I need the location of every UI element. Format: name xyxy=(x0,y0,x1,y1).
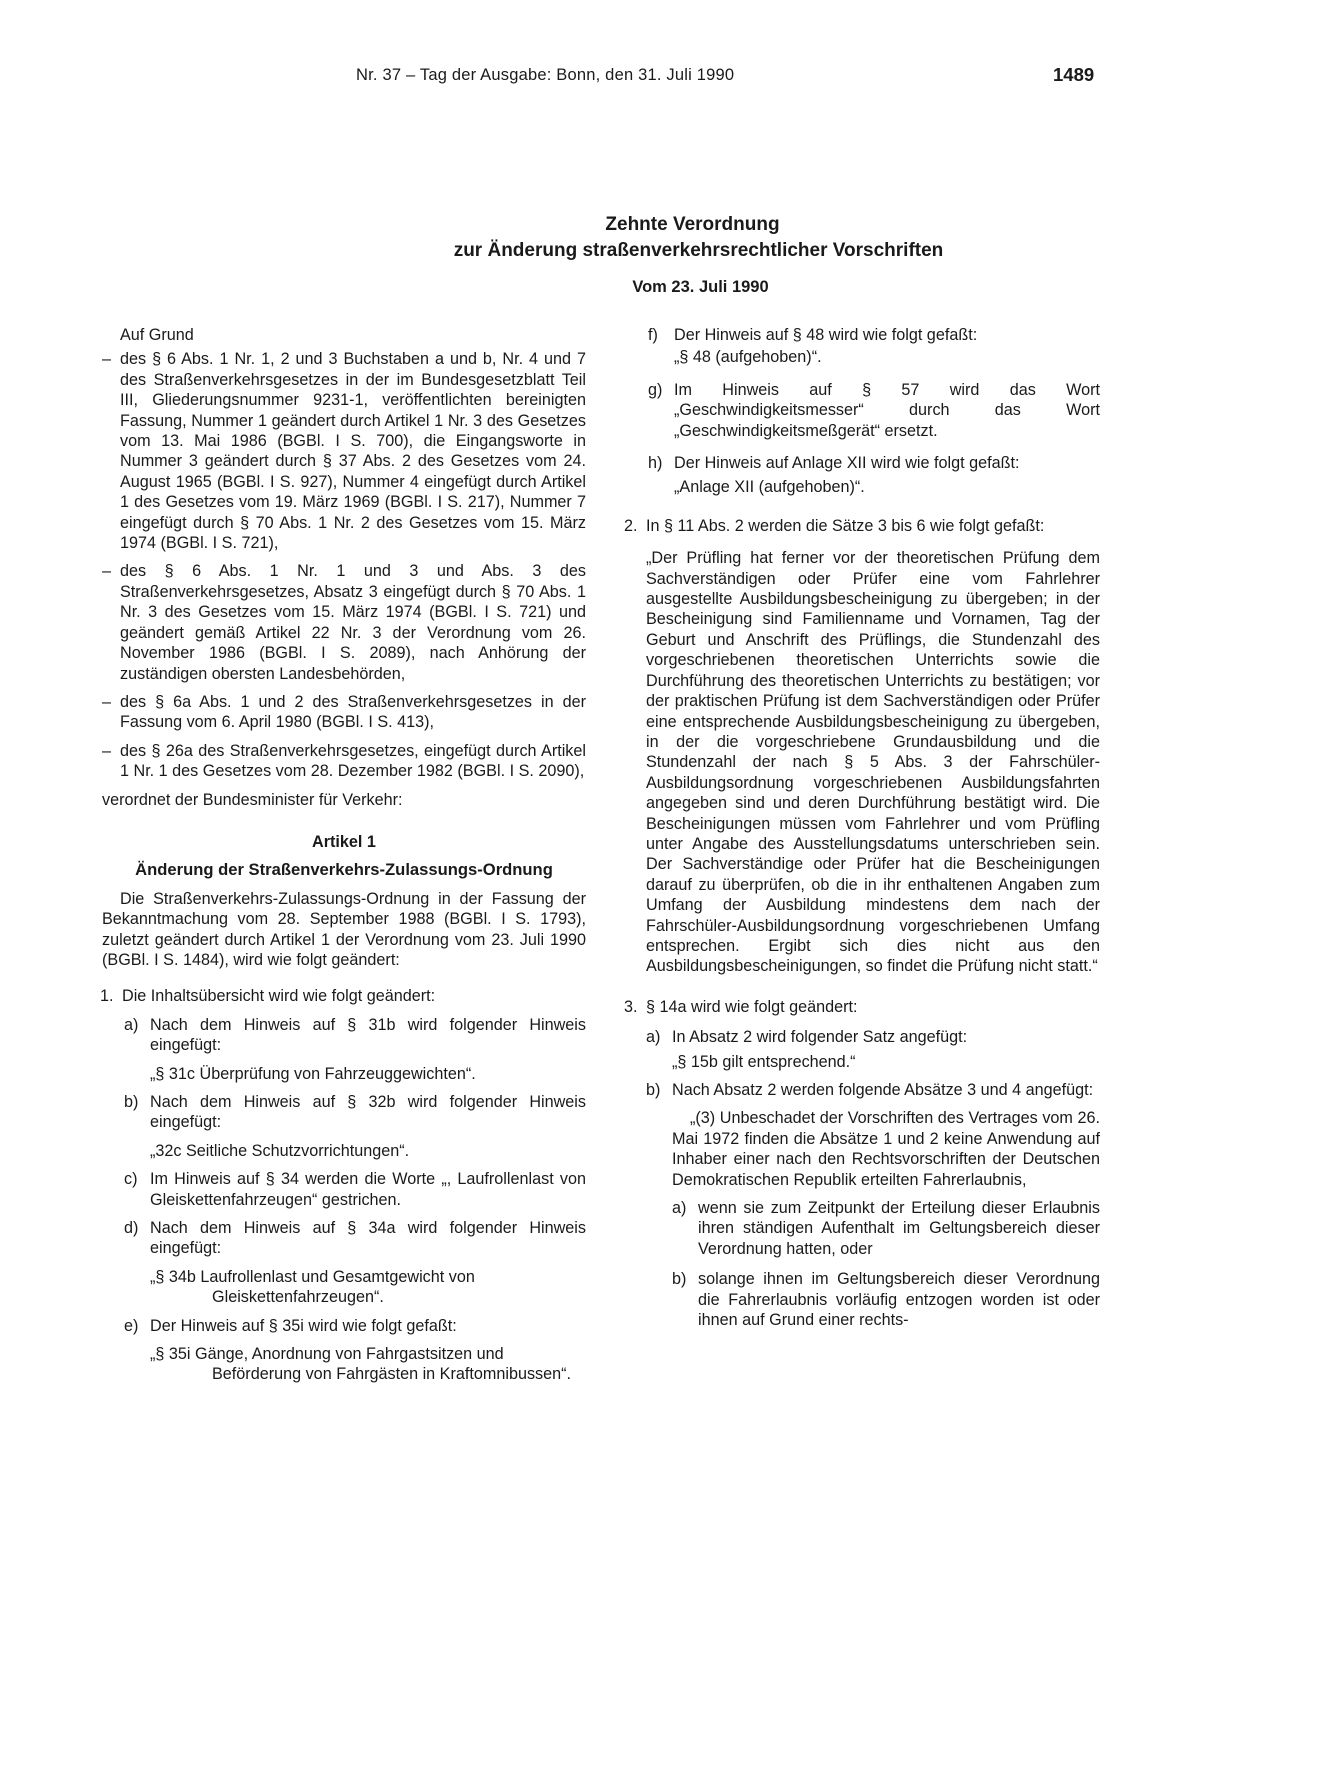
subitem-quote: „Anlage XII (aufgehoben)“. xyxy=(674,478,865,497)
subitem-marker: g) xyxy=(648,380,663,399)
item-text: Die Inhaltsübersicht wird wie folgt geändert: xyxy=(122,987,436,1006)
item-text: § 14a wird wie folgt geändert: xyxy=(646,997,858,1016)
subitem-quote xyxy=(150,1344,586,1385)
legal-basis-item xyxy=(102,692,586,733)
amendment-item-3 xyxy=(624,997,1100,1331)
subitem-marker: d) xyxy=(124,1219,139,1238)
item-quote: „Der Prüfling hat ferner vor der theoretischen Prüfung dem Sachverständigen oder Prüfer eine vom Fahrlehrer ausgestellte Ausbildungsbescheinigung zu übergeben; in der Bescheinigung sind Familienname und Vornamen, Tag der Geburt und Anschrift des Prüflings, die Stundenzahl des vorgeschriebenen theoretischen Unterrichts sowie die Durchführung des theoretischen Unterrichts zu bestätigen; vor der praktischen Prüfung ist dem Sachverständigen oder Prüfer eine entsprechende Ausbildungsbescheinigung zu übergeben, in der die vorgeschriebene Grundausbildung und die Stundenzahl der nach § 5 Abs. 3 der Fahrschüler-Ausbildungsordnung vorgeschriebenen Ausbildungsfahrten angegeben sind und deren Durchführung bestätigt wird. Die Bescheinigungen müssen vom Fahrlehrer und vom Prüfling unter Angabe des Ausstellungsdatums unterschrieben sein. Der Sachverständige oder Prüfer hat die Bescheinigungen darauf zu überprüfen, ob die in ihr enthaltenen Angaben zum Umfang der Ausbildung mindestens dem nach der Fahrschüler-Ausbildungsordnung vorgeschriebenen Umfang entsprechen. Ergibt sich dies nicht aus den Ausbildungsbescheinigungen, so findet die Prüfung nicht statt.“ xyxy=(646,549,1100,976)
subitem-quote xyxy=(150,1141,586,1161)
nested-marker: a) xyxy=(672,1199,687,1218)
amendment-item-2 xyxy=(624,516,1100,977)
subitem-marker: c) xyxy=(124,1170,138,1189)
legal-basis-text: des § 26a des Straßenverkehrsgesetzes, eingefügt durch Artikel 1 Nr. 1 des Gesetzes vom 28. Dezember 1982 (BGBl. I S. 2090), xyxy=(120,741,586,781)
subitem-marker: a) xyxy=(124,1015,139,1034)
subitem-text: Im Hinweis auf § 34 werden die Worte „, Laufrollenlast von Gleiskettenfahrzeugen“ gestrichen. xyxy=(150,1170,586,1209)
page-header xyxy=(0,66,1317,90)
subitem xyxy=(646,1027,1100,1072)
subitem xyxy=(648,380,1100,441)
quote-ref: „§ 34b xyxy=(150,1267,196,1286)
quote-ref: „§ 31c xyxy=(150,1064,195,1083)
amendment-subitems xyxy=(102,1015,586,1385)
nested-text: wenn sie zum Zeitpunkt der Erteilung dieser Erlaubnis ihren ständigen Aufenthalt im Geltungsbereich dieser Verordnung hatten, oder xyxy=(698,1199,1100,1258)
subitem-text: Nach dem Hinweis auf § 31b wird folgender Hinweis eingefügt: xyxy=(150,1015,586,1055)
dash-marker: – xyxy=(102,692,112,711)
subitem xyxy=(124,1218,586,1308)
subitem-marker: h) xyxy=(648,454,663,473)
subitem-text: Nach dem Hinweis auf § 32b wird folgender Hinweis eingefügt: xyxy=(150,1093,586,1132)
dash-marker: – xyxy=(102,741,112,760)
left-column xyxy=(102,325,586,1393)
subitem-quote xyxy=(150,1064,586,1084)
article-heading: Artikel 1 xyxy=(312,832,376,851)
item-text: In § 11 Abs. 2 werden die Sätze 3 bis 6 wie folgt gefaßt: xyxy=(646,516,1045,535)
dash-marker: – xyxy=(102,562,112,581)
document-subtitle: zur Änderung straßenverkehrsrechtlicher Vorschriften xyxy=(453,240,944,261)
subitem-quote: „§ 48 (aufgehoben)“. xyxy=(674,348,822,367)
item-number: 3. xyxy=(624,997,638,1016)
subitem-text: Nach dem Hinweis auf § 34a wird folgender Hinweis eingefügt: xyxy=(150,1219,586,1258)
document-date: Vom 23. Juli 1990 xyxy=(632,278,769,296)
amendment-subitems-continued xyxy=(624,325,1100,498)
intro-text: Auf Grund xyxy=(120,326,194,344)
subitem xyxy=(648,453,1100,498)
subitem xyxy=(124,1092,586,1161)
document-title: Zehnte Verordnung xyxy=(605,214,780,235)
nested-subitem xyxy=(672,1269,1100,1330)
amendment-item-1 xyxy=(100,986,586,1006)
subitem-text: Der Hinweis auf § 48 wird wie folgt gefaßt: xyxy=(674,326,978,344)
page-number: 1489 xyxy=(1053,64,1095,85)
subitem-quote: „§ 15b gilt entsprechend.“ xyxy=(672,1052,856,1071)
subitem-marker: e) xyxy=(124,1316,139,1335)
dash-marker: – xyxy=(102,350,112,369)
legal-basis-item xyxy=(102,741,586,782)
nested-text: solange ihnen im Geltungsbereich dieser Verordnung die Fahrerlaubnis vorläufig entzogen worden ist oder ihnen auf Grund einer rechts- xyxy=(698,1270,1100,1330)
subitem-marker: a) xyxy=(646,1028,661,1047)
subitem-text: Im Hinweis auf § 57 wird das Wort „Geschwindigkeitsmesser“ durch das Wort „Geschwindigkeitsmeßgerät“ ersetzt. xyxy=(674,380,1100,440)
subitem-text: Der Hinweis auf Anlage XII wird wie folgt gefaßt: xyxy=(674,454,1020,473)
subitem-marker: b) xyxy=(124,1093,139,1111)
article-subheading: Änderung der Straßenverkehrs-Zulassungs-Ordnung xyxy=(135,860,553,880)
subitem-quote: „(3) Unbeschadet der Vorschriften des Vertrages vom 26. Mai 1972 finden die Absätze 1 und 2 keine Anwendung auf Inhaber einer nach den Rechtsvorschriften der Deutschen Demokratischen Republik erteilten Fahrerlaubnis, xyxy=(672,1109,1100,1189)
legal-basis-text: des § 6 Abs. 1 Nr. 1 und 3 und Abs. 3 des Straßenverkehrsgesetzes, Absatz 3 eingefügt durch § 70 Abs. 1 Nr. 3 des Gesetzes vom 15. März 1974 (BGBl. I S. 721) und geändert gemäß Artikel 22 Nr. 3 der Verordnung vom 26. November 1986 (BGBl. I S. 2089), nach Anhörung der zuständigen obersten Landesbehörden, xyxy=(120,562,586,683)
subitem xyxy=(124,1169,586,1210)
quote-text: Überprüfung von Fahrzeuggewichten“. xyxy=(199,1064,476,1083)
item-number: 2. xyxy=(624,516,638,535)
item-number: 1. xyxy=(100,987,114,1006)
nested-marker: b) xyxy=(672,1270,687,1289)
subitem-text: Nach Absatz 2 werden folgende Absätze 3 und 4 angefügt: xyxy=(672,1081,1094,1099)
subitem xyxy=(124,1015,586,1084)
subitem xyxy=(646,1080,1100,1330)
quote-ref: „32c xyxy=(150,1141,182,1160)
legal-basis-text: des § 6a Abs. 1 und 2 des Straßenverkehrsgesetzes in der Fassung vom 6. April 1980 (BGBl. I S. 413), xyxy=(120,692,586,732)
legal-basis-item xyxy=(102,349,586,553)
quote-text: Seitliche Schutzvorrichtungen“. xyxy=(186,1141,410,1160)
quote-ref: „§ 35i xyxy=(150,1345,191,1364)
right-column xyxy=(624,325,1100,1338)
subitem-text: In Absatz 2 wird folgender Satz angefügt: xyxy=(672,1028,968,1047)
enacting-clause: verordnet der Bundesminister für Verkehr: xyxy=(102,790,403,809)
article-intro: Die Straßenverkehrs-Zulassungs-Ordnung in der Fassung der Bekanntmachung vom 28. September 1988 (BGBl. I S. 1793), zuletzt geändert durch Artikel 1 der Verordnung vom 23. Juli 1990 (BGBl. I S. 1484), wird wie folgt geändert: xyxy=(102,889,586,969)
legal-basis-item xyxy=(102,561,586,683)
subitem xyxy=(648,325,1100,368)
subitem-text: Der Hinweis auf § 35i wird wie folgt gefaßt: xyxy=(150,1316,457,1335)
subitem xyxy=(124,1316,586,1385)
subitem-marker: b) xyxy=(646,1081,661,1099)
nested-subitem xyxy=(672,1198,1100,1259)
quote-text: Gänge, Anordnung von Fahrgastsitzen und Beförderung von Fahrgästen in Kraftomnibussen“. xyxy=(195,1345,572,1384)
subitem-quote xyxy=(150,1267,586,1308)
legal-basis-text: des § 6 Abs. 1 Nr. 1, 2 und 3 Buchstaben a und b, Nr. 4 und 7 des Straßenverkehrsgesetzes in der im Bundesgesetzblatt Teil III, Gliederungsnummer 9231-1, veröffentlichten bereinigten Fassung, Nummer 1 geändert durch Artikel 1 Nr. 3 des Gesetzes vom 13. Mai 1986 (BGBl. I S. 700), die Eingangsworte in Nummer 3 geändert durch § 37 Abs. 2 des Gesetzes vom 24. August 1965 (BGBl. I S. 927), Nummer 4 eingefügt durch Artikel 1 des Gesetzes vom 19. März 1969 (BGBl. I S. 217), Nummer 7 eingefügt durch § 70 Abs. 1 Nr. 2 des Gesetzes vom 15. März 1974 (BGBl. I S. 721), xyxy=(120,350,586,553)
running-title: Nr. 37 – Tag der Ausgabe: Bonn, den 31. Juli 1990 xyxy=(356,66,735,84)
document-title-block xyxy=(0,212,1317,297)
quote-text: Laufrollenlast und Gesamtgewicht von Gleiskettenfahrzeugen“. xyxy=(200,1267,475,1307)
subitem-marker: f) xyxy=(648,326,658,344)
